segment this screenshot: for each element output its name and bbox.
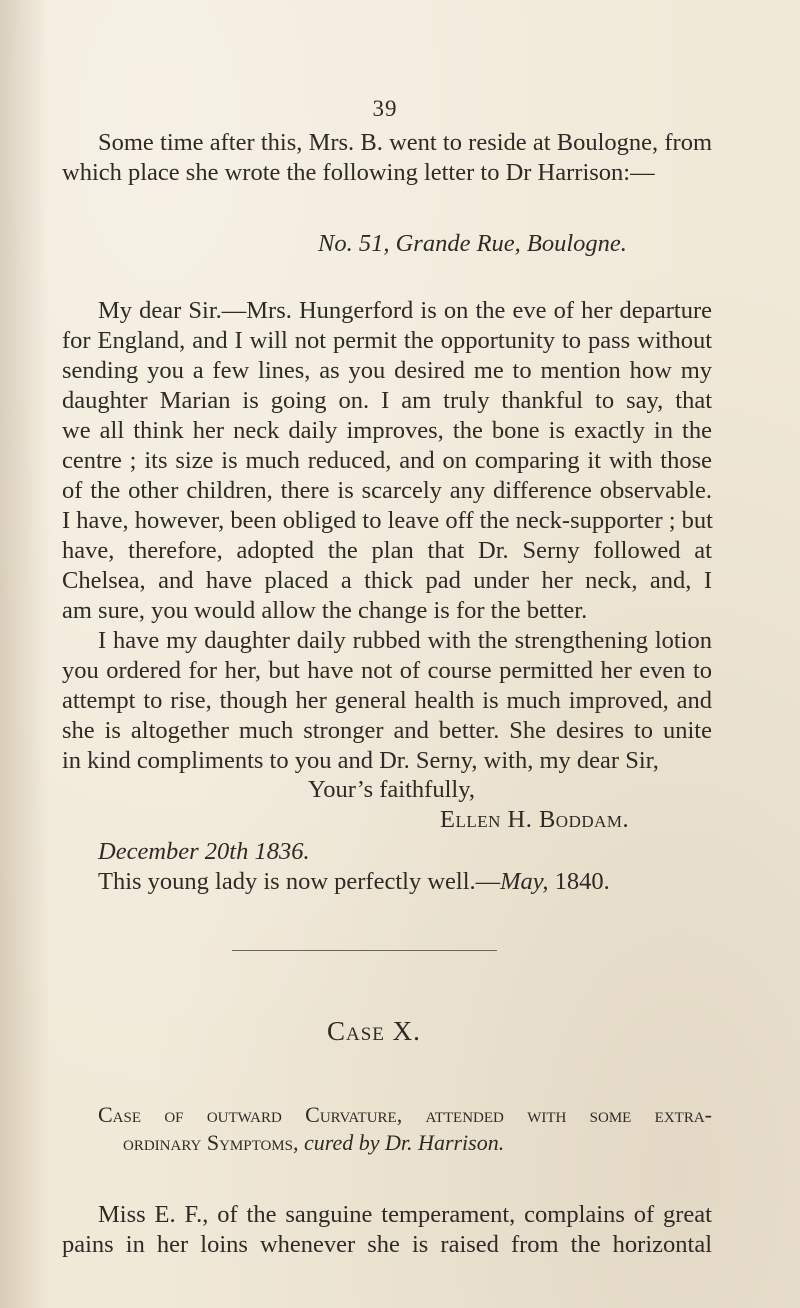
page-edge-stain: [0, 0, 50, 1308]
letter-line-8: I have, however, been obliged to leave off the neck-supporter ; but: [62, 507, 713, 534]
letter-line-6: centre ; its size is much reduced, and on comparing it with those: [62, 447, 712, 474]
letter-line-11: am sure, you would allow the change is for the better.: [62, 597, 588, 624]
letter-address: No. 51, Grande Rue, Boulogne.: [318, 230, 627, 257]
case-title-symptoms: ordinary Symptoms,: [123, 1130, 299, 1155]
letter-line-7: of the other children, there is scarcely any difference observable.: [62, 477, 712, 504]
page-number: 39: [372, 96, 398, 121]
postscript: [98, 868, 610, 896]
letter-line-14: attempt to rise, though her general health is much improved, and: [62, 687, 712, 714]
letter-line-4: daughter Marian is going on. I am truly thankful to say, that: [62, 387, 712, 414]
letter-line-10: Chelsea, and have placed a thick pad under her neck, and, I: [62, 567, 712, 594]
case-heading: Case X.: [327, 1016, 421, 1046]
body-line-2: pains in her loins whenever she is raised from the horizontal: [62, 1231, 712, 1258]
body-line-1: Miss E. F., of the sanguine temperament, complains of great: [98, 1201, 712, 1228]
letter-line-15: she is altogether much stronger and better. She desires to unite: [62, 717, 712, 744]
postscript-year: 1840.: [548, 868, 610, 895]
case-title-line-1: Case of outward Curvature, attended with some extra-: [98, 1102, 712, 1127]
postscript-month: May,: [500, 868, 549, 895]
intro-line-2: which place she wrote the following letter to Dr Harrison:—: [62, 159, 655, 186]
section-divider: [232, 950, 497, 951]
letter-line-5: we all think her neck daily improves, the bone is exactly in the: [62, 417, 712, 444]
letter-line-1: My dear Sir.—Mrs. Hungerford is on the eve of her departure: [98, 297, 712, 324]
letter-date: December 20th 1836.: [98, 838, 310, 865]
case-title-cured-by: cured by Dr. Harrison.: [298, 1130, 505, 1155]
letter-closing: Your’s faithfully,: [308, 776, 475, 803]
letter-line-9: have, therefore, adopted the plan that Dr. Serny followed at: [62, 537, 712, 564]
letter-line-2: for England, and I will not permit the opportunity to pass without: [62, 327, 712, 354]
letter-line-12: I have my daughter daily rubbed with the strengthening lotion: [98, 627, 712, 654]
letter-line-16: in kind compliments to you and Dr. Serny, with, my dear Sir,: [62, 747, 659, 774]
letter-line-3: sending you a few lines, as you desired me to mention how my: [62, 357, 712, 384]
letter-signature: Ellen H. Boddam.: [440, 806, 630, 833]
postscript-main: This young lady is now perfectly well.—: [98, 868, 501, 895]
letter-line-13: you ordered for her, but have not of course permitted her even to: [62, 657, 712, 684]
intro-line-1: Some time after this, Mrs. B. went to reside at Boulogne, from: [98, 129, 712, 156]
case-title-line-2: [123, 1130, 504, 1156]
